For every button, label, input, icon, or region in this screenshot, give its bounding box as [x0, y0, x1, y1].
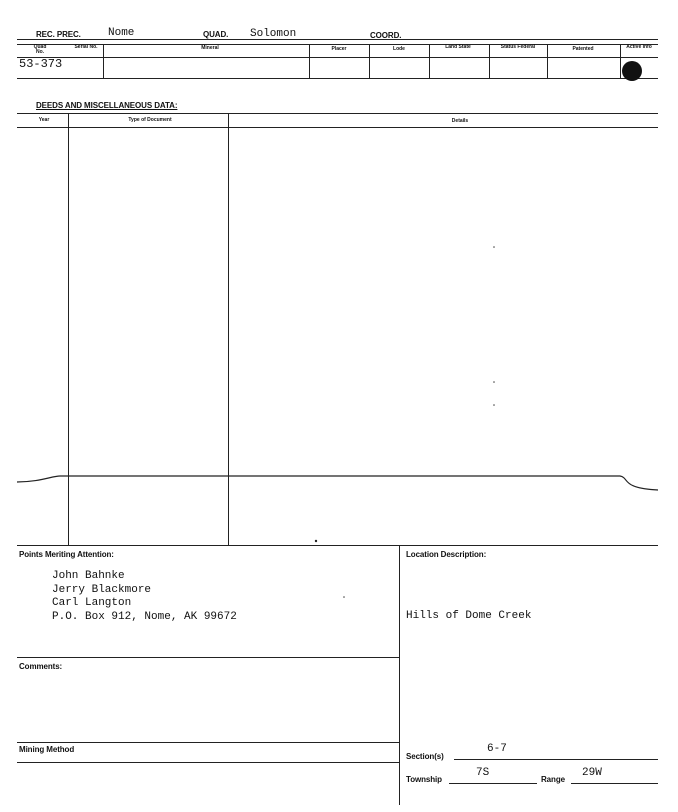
comments-bottom-rule — [17, 742, 399, 743]
range-value: 29W — [582, 767, 602, 779]
deeds-title: DEEDS AND MISCELLANEOUS DATA: — [36, 101, 178, 110]
col-lode: Lode — [393, 46, 405, 52]
points-list — [52, 570, 237, 624]
col-active-info: Active Info — [626, 44, 652, 50]
points-line: Jerry Blackmore — [52, 583, 152, 596]
rec-prec-label: REC. PREC. — [36, 30, 81, 39]
active-dot-icon — [622, 61, 642, 81]
quad-value: Solomon — [250, 28, 297, 40]
township-value: 7S — [476, 767, 490, 779]
rec-prec-value: Nome — [108, 27, 135, 39]
points-line: P.O. Box 912, Nome, AK 99672 — [52, 610, 237, 623]
range-label: Range — [541, 775, 565, 784]
col-serial-no: Serial No. — [74, 44, 98, 50]
mining-rule — [17, 762, 399, 763]
col-type-of-document: Type of Document — [128, 117, 172, 123]
col-land-state: Land State — [445, 44, 471, 50]
range-line — [571, 783, 658, 784]
mining-method-label: Mining Method — [19, 745, 75, 754]
points-line: John Bahnke — [52, 570, 125, 582]
location-value: Hills of Dome Creek — [406, 610, 532, 622]
section-line — [454, 759, 658, 760]
points-line: Carl Langton — [52, 597, 132, 609]
quad-serial-value: 53-373 — [19, 57, 63, 71]
location-divider — [399, 545, 400, 805]
township-label: Township — [406, 775, 442, 784]
township-line — [449, 783, 537, 784]
col-status-federal: Status Federal — [500, 44, 536, 50]
quad-label: QUAD. — [203, 30, 229, 39]
col-mineral: Mineral — [201, 45, 219, 51]
points-label: Points Meriting Attention: — [19, 550, 114, 559]
coord-label: COORD. — [370, 31, 402, 40]
col-details: Details — [451, 118, 469, 124]
section-value: 6-7 — [487, 743, 507, 755]
col-quad-no: Quad No. — [33, 44, 47, 55]
points-bottom-rule — [17, 657, 399, 658]
location-label: Location Description: — [406, 550, 487, 559]
col-placer: Placer — [331, 46, 347, 52]
comments-label: Comments: — [19, 662, 63, 671]
col-year: Year — [38, 117, 50, 123]
col-patented: Patented — [572, 46, 594, 52]
section-label: Section(s) — [406, 752, 444, 761]
